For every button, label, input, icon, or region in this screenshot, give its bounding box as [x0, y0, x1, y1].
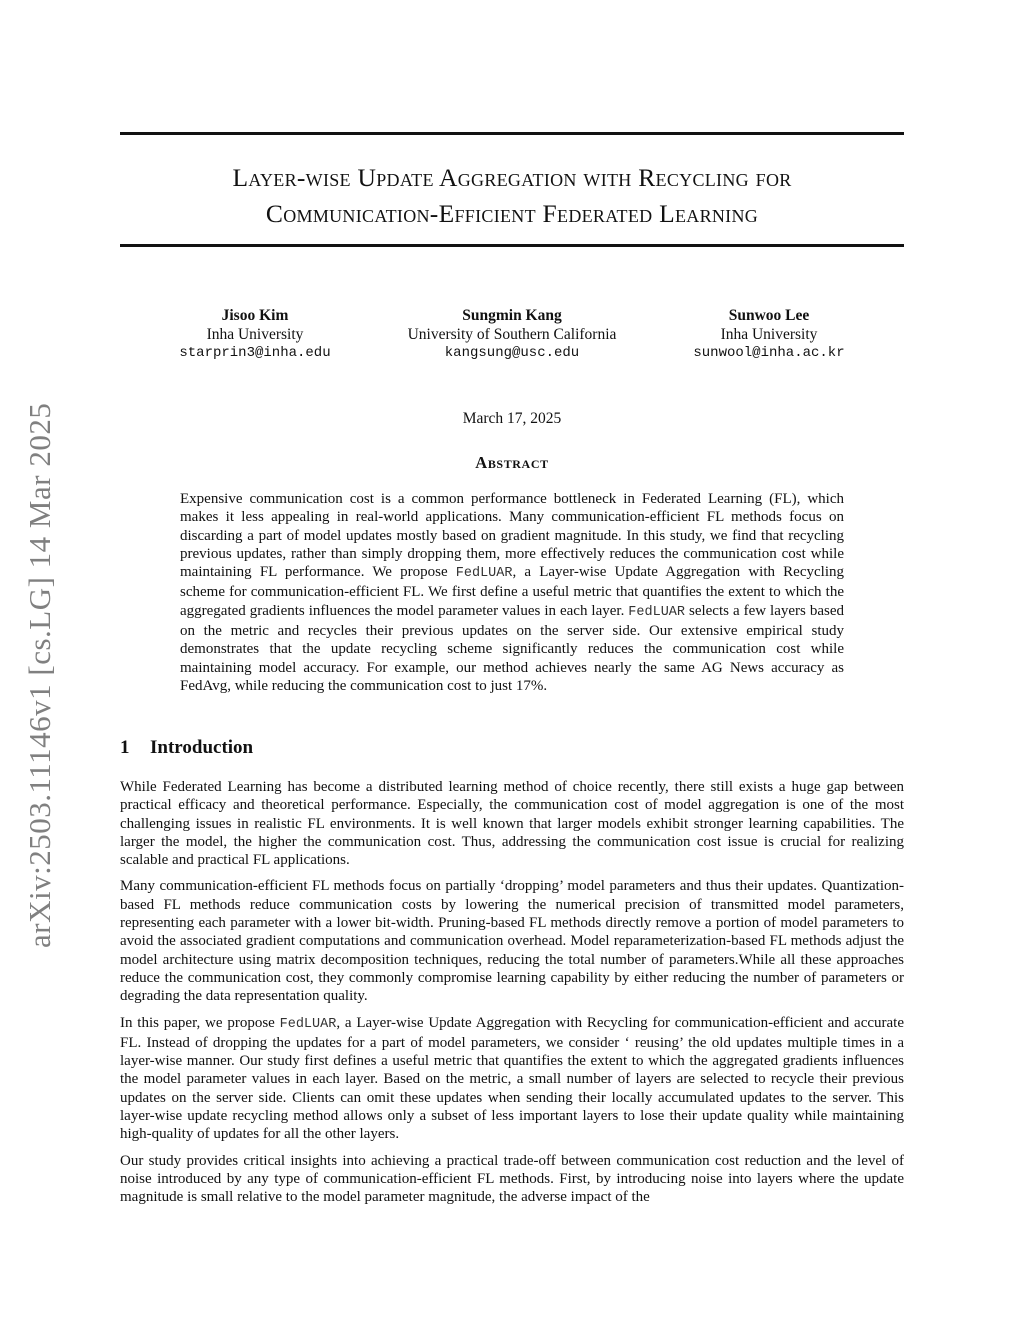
- paragraph-part: , a Layer-wise Update Aggregation with Recycling for communication-efficient and accurate FL. Instead of dropping the updates for a part of model parameters, we consider ‘ reusing’ the old updates multiple times in a layer-wise manner. Our study first defines a useful metric that quantifies the extent to which the aggregated gradients influences the model parameter values in each layer. Based on the metric, a small number of layers are selected to recycle their previous updates on the server side. Clients can omit these updates when sending their locally accumulated updates to the server. This layer-wise update recycling method allows only a subset of less important layers to lose their update quality while maintaining high-quality of updates for all the other layers.: [120, 1014, 904, 1143]
- author-email: sunwool@inha.ac.kr: [693, 345, 845, 361]
- author-block: [664, 306, 874, 363]
- author-block: [155, 306, 355, 363]
- paper-title: [120, 160, 904, 232]
- section-title: Introduction: [150, 737, 254, 758]
- section-body: [120, 778, 904, 1215]
- title-rule-top: [120, 132, 904, 135]
- author-name: Sunwoo Lee: [728, 307, 810, 324]
- arxiv-stamp: arXiv:2503.11146v1 [cs.LG] 14 Mar 2025: [22, 402, 57, 948]
- abstract-heading: Abstract: [475, 453, 549, 472]
- paragraph: Our study provides critical insights into achieving a practical trade-off between communication cost reduction and the level of noise introduced by any type of communication-efficient FL methods. First, by introducing noise into layers where the update magnitude is small relative to the model parameter magnitude, the adverse impact of the: [120, 1152, 904, 1206]
- method-name: FedLUAR: [628, 604, 686, 620]
- author-block: [382, 306, 642, 363]
- paragraph-part: In this paper, we propose: [120, 1014, 280, 1031]
- author-name: Sungmin Kang: [462, 307, 562, 324]
- title-line-2: Communication-Efficient Federated Learning: [265, 199, 759, 228]
- title-rule-bottom: [120, 244, 904, 247]
- author-name: Jisoo Kim: [221, 307, 289, 324]
- paragraph: [120, 1014, 904, 1144]
- title-line-1: Layer-wise Update Aggregation with Recycling for: [232, 163, 792, 192]
- author-affiliation: University of Southern California: [407, 326, 617, 343]
- paragraph: Many communication-efficient FL methods focus on partially ‘dropping’ model parameters and thus their updates. Quantization-based FL methods reduce communication costs by lowering the numerical precision of transmitted model parameters, representing each parameter with a lower bit-width. Pruning-based FL methods directly remove a portion of model parameters to avoid the associated gradient computations and communication overhead. Model reparameterization-based FL methods adjust the model architecture using matrix decomposition techniques, reducing the total number of parameters.While all these approaches reduce the communication cost, they commonly compromise learning capability by either reducing the number of parameters or degrading the data representation quality.: [120, 878, 904, 1005]
- abstract-part-1: Expensive communication cost is a common performance bottleneck in Federated Learning (FL), which makes it less appealing in real-world applications. Many communication-efficient FL methods focus on discarding a part of model updates mostly based on gradient magnitude. In this study, we find that recycling previous updates, rather than simply dropping them, more effectively reduces the communication cost while maintaining FL performance. We propose: [180, 491, 844, 581]
- abstract-part-3: selects a few layers based on the metric and recycles their previous updates on the server side. Our extensive empirical study demonstrates that the update recycling scheme significantly reduces the communication cost while maintaining model accuracy. For example, our method achieves nearly the same AG News accuracy as FedAvg, while reducing the communication cost to just 17%.: [180, 602, 844, 694]
- method-name: FedLUAR: [279, 1016, 337, 1032]
- paper-date: March 17, 2025: [462, 410, 562, 427]
- author-affiliation: Inha University: [206, 326, 304, 343]
- author-affiliation: Inha University: [720, 326, 818, 343]
- method-name: FedLUAR: [455, 566, 513, 582]
- abstract-part-2: , a Layer-wise Update Aggregation with Recycling scheme for communication-efficient FL. We first define a useful metric that quantifies the extent to which the aggregated gradients influences the model parameter values in each layer.: [180, 564, 844, 619]
- author-email: kangsung@usc.edu: [444, 345, 580, 361]
- author-email: starprin3@inha.edu: [179, 345, 331, 361]
- section-heading: [120, 737, 253, 759]
- paragraph: While Federated Learning has become a distributed learning method of choice recently, there still exists a huge gap between practical efficacy and theoretical performance. Especially, the communication cost of model aggregation is one of the most challenging issues in realistic FL environments. It is well known that larger models exhibit stronger learning capabilities. The larger the model, the higher the communication cost. Thus, addressing the communication cost issue is crucial for realizing scalable and practical FL applications.: [120, 779, 904, 869]
- section-number: 1: [120, 737, 130, 758]
- abstract-text: [180, 490, 844, 695]
